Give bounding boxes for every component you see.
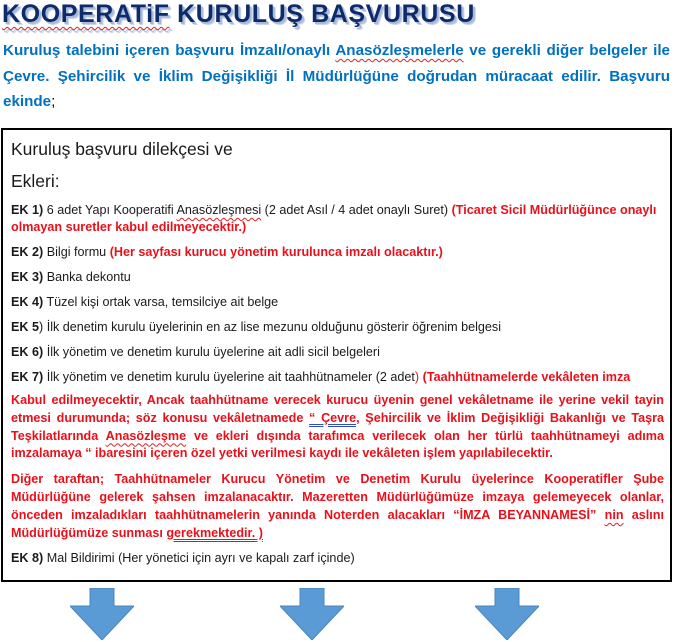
ek-text: (2 adet Asıl / 4 adet onaylı Suret) [261, 203, 452, 217]
ek-label: EK 6) [11, 345, 44, 359]
ek-label: EK 3) [11, 270, 44, 284]
note-text: Diğer taraftan; Taahhütnameler Kurucu Yönetim ve Denetim Kurulu üyelerince Kooperatifler Şube Müdürlüğüne gelerek şahsen imzalanacaktır. Mazeretten Müdürlüğümüze imzaya gelemeyecek olanlar, önceden imzaladıkları taahhütnamelerin yanında Noterden alacakları “İMZA BEYANNAMESİ” [11, 472, 664, 522]
note-text: , Şehircilik ve İklim Değişikliği Bakanlığı ve Taşra Teşkilatlarında [11, 410, 664, 443]
page-title [2, 0, 475, 28]
ek-text: Tüzel kişi ortak varsa, temsilciye ait belge [43, 295, 279, 309]
list-item-ek5 [11, 319, 664, 336]
ek-text: Bilgi formu [43, 245, 110, 259]
box-lead-attachments: Ekleri: [11, 171, 60, 191]
note-text: aslını Müdürlüğümüze sunması [11, 507, 664, 540]
down-arrow-icon [475, 588, 539, 640]
ek-text: Banka dekontu [43, 270, 131, 284]
requirements-box [1, 128, 672, 582]
ek-anasozlesmesi: Anasözleşmesi [176, 203, 262, 217]
list-item-ek4 [11, 294, 664, 311]
list-item-ek7 [11, 369, 664, 386]
list-item-ek8 [11, 550, 664, 567]
title-word-kooperatif: KOOPERATiF [2, 0, 170, 28]
ek-paren: ) [414, 370, 420, 384]
ek-text: İlk yönetim ve denetim kurulu üyelerine ait taahhütnameler (2 adet [43, 370, 415, 384]
note-anasozlesme: Anasözleşme [105, 428, 187, 443]
list-item-ek1 [11, 202, 664, 236]
list-item-ek2 [11, 244, 664, 261]
ek-text: İlk yönetim ve denetim kurulu üyelerine ait adli sicil belgeleri [43, 345, 380, 359]
intro-text-1: Kuruluş talebini içeren başvuru İmzalı/onaylı [3, 42, 336, 59]
down-arrow-icon [70, 588, 134, 640]
intro-paragraph [3, 38, 670, 115]
ek-label: EK 7) [11, 370, 44, 384]
ek-label: EK 5 [11, 320, 39, 334]
ek-label: EK 8) [11, 551, 44, 566]
note-gerekmektedir: gerekmektedir. ) [166, 525, 263, 540]
ek-text: ) İlk denetim kurulu üyelerinin en az lise mezunu olduğunu gösterir öğrenim belgesi [39, 320, 502, 334]
ek-note: (Her sayfası kurucu yönetim kurulunca imzalı olacaktır.) [109, 245, 443, 259]
ek-note: (Taahhütnamelerde vekâleten imza [419, 370, 631, 384]
ek-label: EK 2) [11, 245, 44, 259]
list-item-ek3 [11, 269, 664, 286]
title-rest: KURULUŞ BAŞVURUSU [169, 0, 475, 28]
box-lead-petition: Kuruluş başvuru dilekçesi ve [11, 139, 233, 159]
ek-label: EK 4) [11, 295, 44, 309]
intro-anasozlesme: Anasözleşmelerle [335, 42, 464, 59]
ek-label: EK 1) [11, 203, 44, 217]
ek-text: 6 adet Yapı Kooperatifi [43, 203, 177, 217]
note-text: Kabul edilmeyecektir, Ancak taahhütname verecek kurucu üyenin genel vekâletname ile yerine vekil tayin etmesi durumunda; söz konusu vekâletnamede [11, 393, 664, 425]
intro-semicolon: ; [51, 93, 56, 110]
list-item-ek6 [11, 344, 664, 361]
note-cevre: “ Çevre [309, 410, 357, 425]
intro-text-2: ve gerekli diğer belgeler ile Çevre. Şehircilik ve İklim Değişikliği İl Müdürlüğüne doğrudan müracaat edilir. Başvuru ekinde [3, 42, 670, 110]
note-text: ve ekleri dışında tarafımca verilecek olan her türlü taahhütnameyi adıma imzalamaya “ ibaresini içeren özel yetki verilmesi kaydı ile vekâleten işlem yapılabilecektir. [11, 428, 664, 461]
proxy-signature-note [11, 392, 664, 463]
ek-note: (Ticaret Sicil Müdürlüğünce onaylı olmayan suretler kabul edilmeyecektir.) [11, 203, 657, 234]
ek-text: Mal Bildirimi (Her yönetici için ayrı ve kapalı zarf içinde) [43, 551, 355, 566]
down-arrow-icon [280, 588, 344, 640]
note-nin: nin [604, 507, 624, 522]
in-person-signature-note [11, 471, 664, 542]
